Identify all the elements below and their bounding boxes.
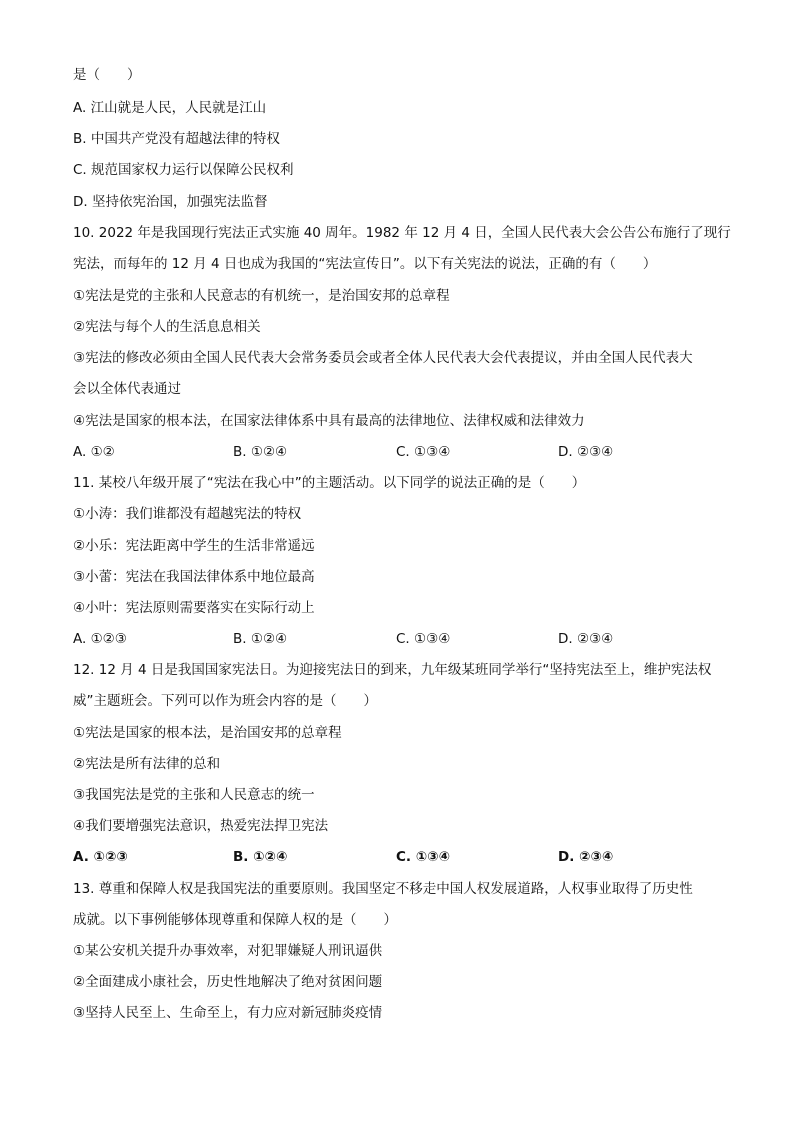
q12-choice-d: D. ②③④ [558, 849, 614, 865]
q12-statement-2: ②宪法是所有法律的总和 [73, 756, 221, 772]
q12-choice-a: A. ①②③ [73, 849, 128, 865]
q10-choice-b: B. ①②④ [233, 444, 288, 460]
q11-statement-1: ①小涛：我们谁都没有超越宪法的特权 [73, 506, 302, 522]
q13-statement-3: ③坚持人民至上、生命至上，有力应对新冠肺炎疫情 [73, 1005, 383, 1021]
q12-choice-c: C. ①③④ [396, 849, 451, 865]
q10-stem-line-1: 10. 2022 年是我国现行宪法正式实施 40 周年。1982 年 12 月 4 日，全国人民代表大会公告公布施行了现行 [73, 225, 731, 241]
q13-statement-2: ②全面建成小康社会，历史性地解决了绝对贫困问题 [73, 974, 383, 990]
q12-statement-3: ③我国宪法是党的主张和人民意志的统一 [73, 787, 315, 803]
q9-option-d: D. 坚持依宪治国，加强宪法监督 [73, 194, 268, 210]
q11-choice-a: A. ①②③ [73, 631, 127, 647]
q11-choice-d: D. ②③④ [558, 631, 614, 647]
q9-stem-tail: 是（ ） [73, 67, 141, 83]
q10-statement-3: ③宪法的修改必须由全国人民代表大会常务委员会或者全体人民代表大会代表提议，并由全国人民代表大 [73, 350, 693, 366]
q12-choice-b: B. ①②④ [233, 849, 288, 865]
q10-choice-c: C. ①③④ [396, 444, 451, 460]
q11-statement-2: ②小乐：宪法距离中学生的生活非常遥远 [73, 538, 315, 554]
q10-statement-3-cont: 会以全体代表通过 [73, 381, 181, 397]
q10-stem-line-2: 宪法，而每年的 12 月 4 日也成为我国的“宪法宣传日”。以下有关宪法的说法，正确的有（ ） [73, 256, 657, 272]
q9-option-b: B. 中国共产党没有超越法律的特权 [73, 131, 280, 147]
q10-statement-4: ④宪法是国家的根本法，在国家法律体系中具有最高的法律地位、法律权威和法律效力 [73, 413, 585, 429]
q10-statement-1: ①宪法是党的主张和人民意志的有机统一，是治国安邦的总章程 [73, 288, 450, 304]
q11-stem: 11. 某校八年级开展了“宪法在我心中”的主题活动。以下同学的说法正确的是（ ） [73, 475, 586, 491]
q11-statement-3: ③小蕾：宪法在我国法律体系中地位最高 [73, 569, 315, 585]
q13-stem-line-1: 13. 尊重和保障人权是我国宪法的重要原则。我国坚定不移走中国人权发展道路，人权事业取得了历史性 [73, 881, 693, 897]
q11-choice-c: C. ①③④ [396, 631, 451, 647]
q13-stem-line-2: 成就。以下事例能够体现尊重和保障人权的是（ ） [73, 912, 397, 928]
q12-stem-line-2: 威”主题班会。下列可以作为班会内容的是（ ） [73, 693, 377, 709]
q11-statement-4: ④小叶：宪法原则需要落实在实际行动上 [73, 600, 315, 616]
q9-option-a: A. 江山就是人民，人民就是江山 [73, 100, 267, 116]
q11-choice-b: B. ①②④ [233, 631, 288, 647]
q12-stem-line-1: 12. 12 月 4 日是我国国家宪法日。为迎接宪法日的到来，九年级某班同学举行“坚持宪法至上，维护宪法权 [73, 662, 712, 678]
q9-option-c: C. 规范国家权力运行以保障公民权利 [73, 162, 294, 178]
q12-statement-1: ①宪法是国家的根本法，是治国安邦的总章程 [73, 725, 342, 741]
q10-choice-d: D. ②③④ [558, 444, 614, 460]
q10-choice-a: A. ①② [73, 444, 115, 460]
q10-statement-2: ②宪法与每个人的生活息息相关 [73, 319, 261, 335]
q13-statement-1: ①某公安机关提升办事效率，对犯罪嫌疑人刑讯逼供 [73, 943, 383, 959]
q12-statement-4: ④我们要增强宪法意识，热爱宪法捍卫宪法 [73, 818, 329, 834]
